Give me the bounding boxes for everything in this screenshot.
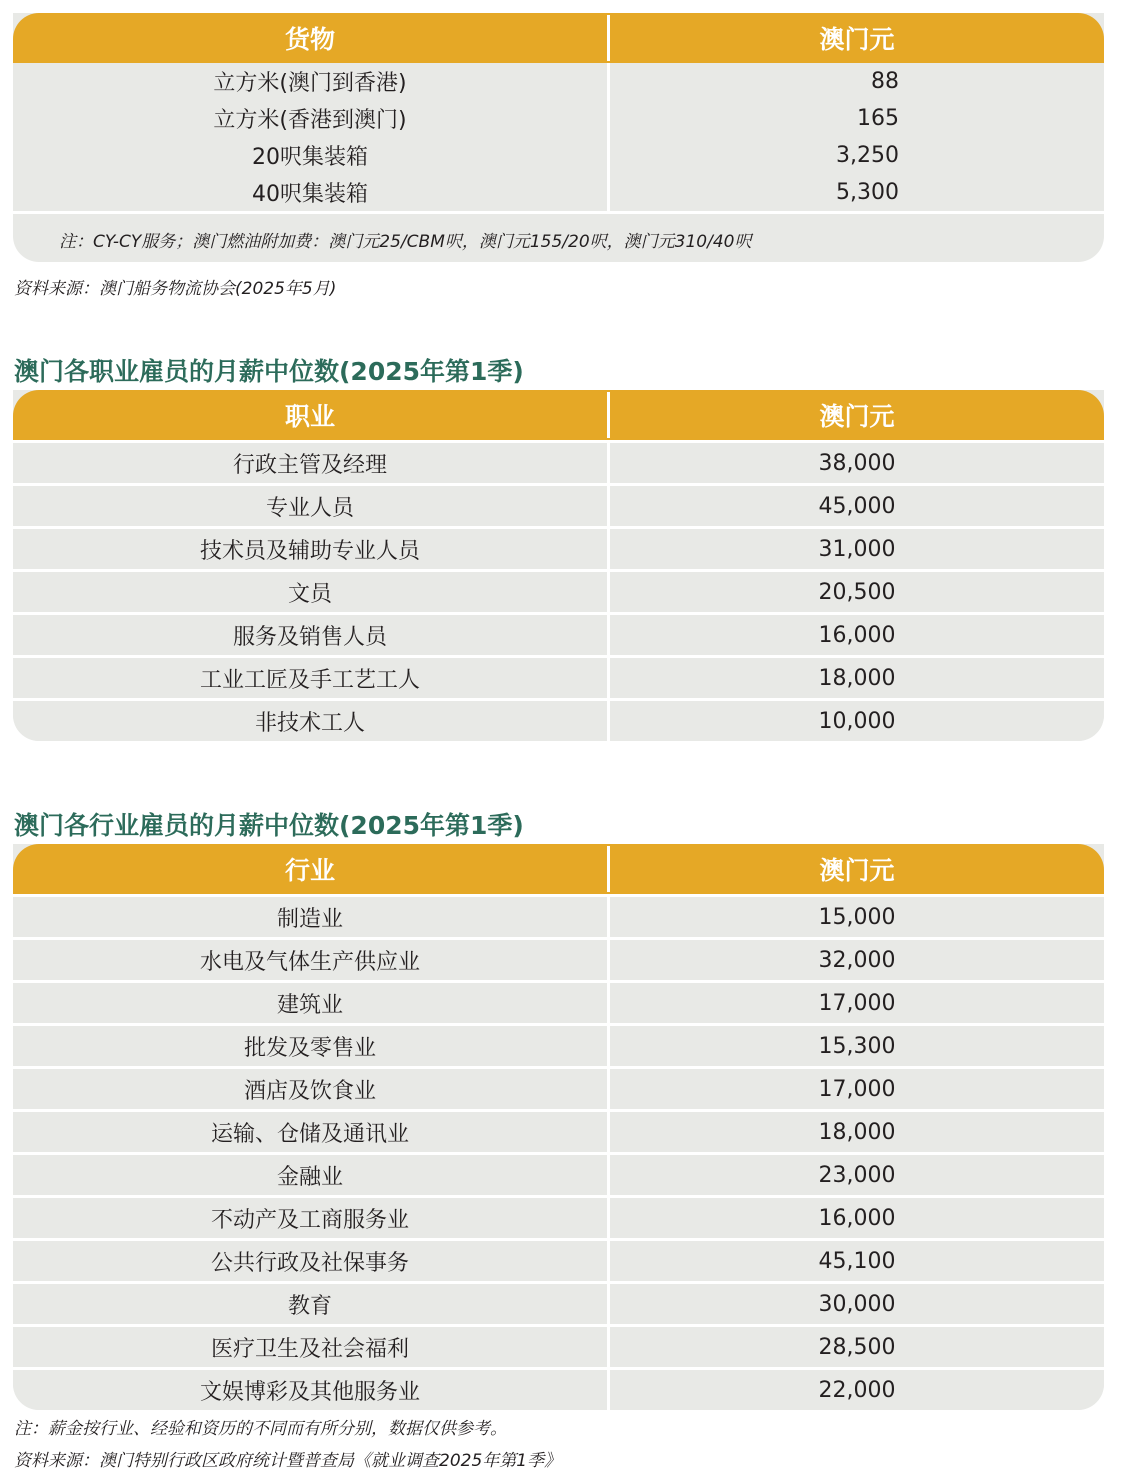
table-row (13, 174, 1104, 211)
row-value: 23,000 (818, 1162, 896, 1188)
freight-note: 注：CY-CY服务；澳门燃油附加费：澳门元25/CBM呎，澳门元155/20呎，澳门元310/40呎 (13, 211, 1104, 262)
row-value: 5,300 (836, 180, 899, 205)
row-value: 30,000 (818, 1291, 896, 1317)
row-label: 医疗卫生及社会福利 (210, 1336, 409, 1362)
table-row (13, 1109, 1104, 1152)
table-row (13, 1152, 1104, 1195)
row-label: 运输、仓储及通讯业 (210, 1121, 409, 1147)
header-mop: 澳门元 (819, 402, 895, 431)
table-row (13, 1324, 1104, 1367)
row-value: 22,000 (818, 1377, 896, 1403)
table-row (13, 1066, 1104, 1109)
table-header (13, 844, 1104, 894)
row-value: 16,000 (818, 622, 896, 648)
row-value: 17,000 (818, 1076, 896, 1102)
header-occupation: 职业 (284, 402, 335, 431)
table-row (13, 483, 1104, 526)
row-value: 15,300 (818, 1033, 896, 1059)
table-row (13, 612, 1104, 655)
row-value: 165 (857, 106, 899, 131)
row-label: 非技术工人 (254, 710, 365, 736)
table-row (13, 1367, 1104, 1410)
row-value: 16,000 (818, 1205, 896, 1231)
row-value: 32,000 (818, 947, 896, 973)
row-value: 3,250 (836, 143, 899, 168)
occupation-title: 澳门各职业雇员的月薪中位数(2025年第1季) (14, 357, 524, 386)
row-label: 专业人员 (265, 495, 354, 521)
row-label: 立方米(澳门到香港) (213, 71, 407, 96)
row-label: 40呎集装箱 (252, 182, 368, 207)
table-row (13, 1023, 1104, 1066)
row-label: 立方米(香港到澳门) (213, 108, 407, 133)
row-value: 20,500 (818, 579, 896, 605)
freight-source: 资料来源：澳门船务物流协会(2025年5月) (14, 279, 337, 299)
row-value: 15,000 (818, 904, 896, 930)
row-label: 行政主管及经理 (232, 452, 387, 478)
table-row (13, 698, 1104, 741)
table-row (13, 63, 1104, 100)
row-value: 18,000 (818, 665, 896, 691)
row-label: 教育 (287, 1293, 332, 1319)
row-value: 10,000 (818, 708, 896, 734)
row-label: 建筑业 (276, 992, 343, 1018)
row-label: 公共行政及社保事务 (210, 1250, 409, 1276)
occupation-table (13, 390, 1104, 741)
row-value: 45,000 (818, 493, 896, 519)
table-row (13, 569, 1104, 612)
row-value: 31,000 (818, 536, 896, 562)
row-label: 批发及零售业 (243, 1035, 376, 1061)
row-label: 金融业 (276, 1164, 343, 1190)
header-industry: 行业 (284, 856, 335, 885)
table-row (13, 937, 1104, 980)
table-row (13, 894, 1104, 937)
row-value: 88 (871, 69, 899, 94)
freight-table (13, 13, 1104, 262)
table-header (13, 13, 1104, 63)
row-label: 文员 (287, 581, 332, 607)
row-label: 技术员及辅助专业人员 (199, 538, 420, 564)
table-row (13, 655, 1104, 698)
table-row (13, 980, 1104, 1023)
row-label: 酒店及饮食业 (243, 1078, 376, 1104)
industry-table (13, 844, 1104, 1410)
row-label: 文娱博彩及其他服务业 (199, 1379, 420, 1405)
row-label: 20呎集装箱 (252, 145, 368, 170)
industry-title: 澳门各行业雇员的月薪中位数(2025年第1季) (14, 811, 524, 840)
row-label: 制造业 (276, 906, 343, 932)
row-value: 18,000 (818, 1119, 896, 1145)
industry-note: 注：薪金按行业、经验和资历的不同而有所分别，数据仅供参考。 (14, 1419, 507, 1439)
row-value: 17,000 (818, 990, 896, 1016)
table-row (13, 137, 1104, 174)
header-mop: 澳门元 (819, 856, 895, 885)
table-row (13, 100, 1104, 137)
row-label: 水电及气体生产供应业 (199, 949, 420, 975)
row-label: 服务及销售人员 (232, 624, 387, 650)
row-value: 38,000 (818, 450, 896, 476)
row-label: 不动产及工商服务业 (210, 1207, 409, 1233)
table-row (13, 440, 1104, 483)
table-row (13, 526, 1104, 569)
header-goods: 货物 (284, 25, 335, 54)
row-value: 45,100 (818, 1248, 896, 1274)
row-value: 28,500 (818, 1334, 896, 1360)
table-header (13, 390, 1104, 440)
industry-source: 资料来源：澳门特别行政区政府统计暨普查局《就业调查2025年第1季》 (14, 1451, 562, 1471)
header-mop: 澳门元 (819, 25, 895, 54)
table-row (13, 1238, 1104, 1281)
row-label: 工业工匠及手工艺工人 (199, 667, 420, 693)
table-row (13, 1281, 1104, 1324)
table-row (13, 1195, 1104, 1238)
